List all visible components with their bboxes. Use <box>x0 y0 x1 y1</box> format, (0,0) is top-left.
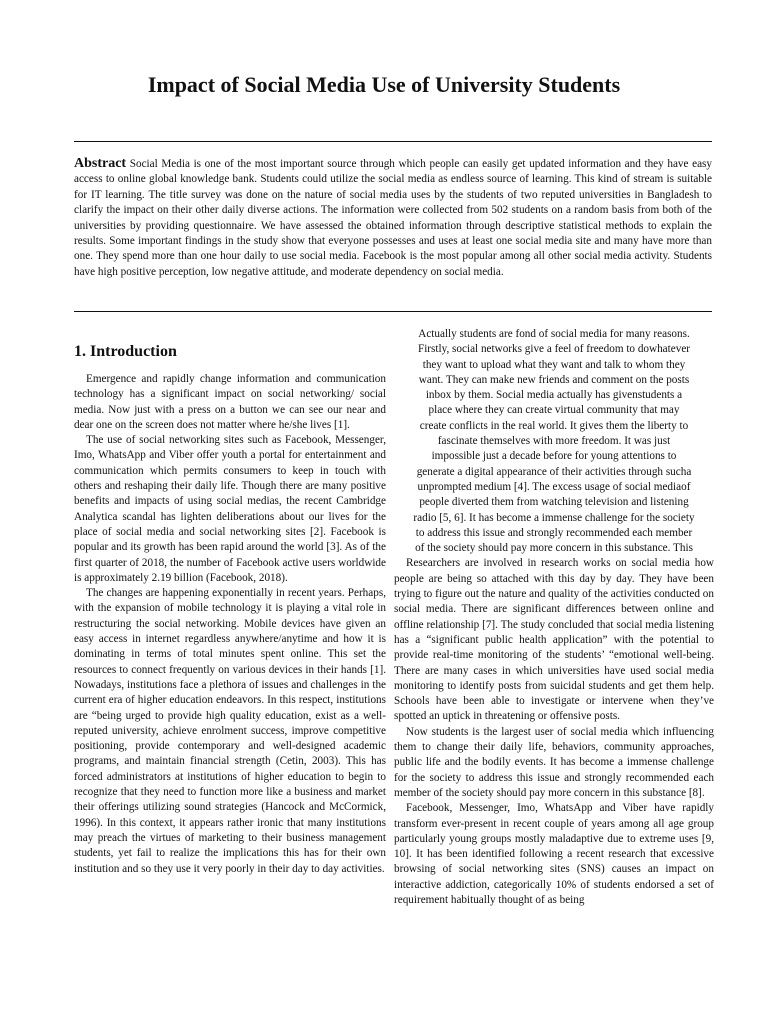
right-column <box>394 327 714 908</box>
centered-line: Actually students are fond of social media for many reasons. <box>418 328 690 340</box>
left-column <box>74 342 386 877</box>
intro-paragraph: The changes are happening exponentially in recent years. Perhaps, with the expansion of mobile technology it is playing a vital role in restructuring the social networking. Mobile devices have given an easy access in internet regardless anywhere/anytime and how it is dominating in terms of total minutes spent online. This set the resources to connect frequently on various devices in their hands [1]. Nowadays, institutions face a plethora of issues and challenges in the current era of higher education endeavors. In this respect, institutions are “being urged to provide high quality education, exist as a well-reputed university, achieve enrolment success, improve competitive positioning, provide contemporary and well-designed academic programs, and maintain financial strength (Cetin, 2003). This has forced administrators at institutions of higher education to begin to recognize that they need to function more like a business and market their offerings utilizing sound strategies (Hancock and McCormick, 1996). In this context, it appears rather ironic that many institutions may preach the virtues of marketing to their business management students, yet fail to realize the implications this has for their own institution and so they use it very poorly in their day to day activities. <box>74 587 386 875</box>
top-divider <box>74 141 712 142</box>
body-paragraph: Researchers are involved in research works on social media how people are being so attached with this day by day. They have been trying to figure out the nature and quality of the activities conducted on social media. There are significant differences between online and offline relationship [7]. The study concluded that social media listening has a “significant public health application” with the potential to provide real-time monitoring of the students’ “emotional well-being. There are many cases in which universities have used social media monitoring to identify posts from suicidal students and get them help. Schools have been able to investigate or intervene when they’ve spotted an uptick in threatening or offensive posts. <box>394 557 714 723</box>
body-paragraph: Facebook, Messenger, Imo, WhatsApp and Viber have rapidly transform ever-present in recent couple of years among all age group particularly young groups mostly maladaptive due to extreme uses [9, 10]. It has been identified following a recent research that excessive browsing of social networking sites (SNS) causes an impact on interactive addiction, categorically 10% of students endorsed a set of requirement habitually thought of as being <box>394 802 714 906</box>
centered-line: place where they can create virtual community that may <box>428 404 680 417</box>
paper-title: Impact of Social Media Use of University Students <box>147 72 621 97</box>
centered-line: they want to upload what they want and talk to whom they <box>422 358 686 371</box>
section-heading-introduction: 1. Introduction <box>74 343 177 360</box>
centered-line: of the society should pay more concern in this substance. This <box>415 542 693 555</box>
centered-line: unprompted medium [4]. The excess usage of social mediaof <box>417 480 691 493</box>
centered-line: to address this issue and strongly recommended each member <box>415 526 693 539</box>
abstract-divider <box>74 311 712 312</box>
centered-line: inbox by them. Social media actually has givenstudents a <box>425 389 683 402</box>
centered-text-block <box>394 327 714 556</box>
centered-line: people diverted them from watching television and listening <box>419 496 689 509</box>
centered-line: impossible just a decade before for young attentions to <box>431 450 677 463</box>
centered-line: fascinate themselves with more freedom. It was just <box>437 435 671 448</box>
abstract-text: Social Media is one of the most important source through which people can easily get updated information and they have easy access to online global knowledge bank. Students could utilize the social media as endless source of learning. This kind of stream is suitable for IT learning. The title survey was done on the nature of social media uses by the students of two reputed universities in Bangladesh to clarify the impact on their other daily diverse actions. The information were collected from 502 students on a random basis from both of the universities by providing questionnaire. We have assessed the obtained information through descriptive statistical methods to explain the results. Some important findings in the study show that everyone possesses and uses at least one social media site and many have more than one. They spend more than one hour daily to use social media. Facebook is the most popular among all other social media activity. Students have high positive perception, low negative attitude, and moderate dependency on social media. <box>74 158 712 278</box>
centered-line: Firstly, social networks give a feel of freedom to dowhatever <box>417 343 691 356</box>
abstract <box>74 156 712 280</box>
intro-paragraph: Emergence and rapidly change information and communication technology has a significant impact on social networking/ social media. Now just with a press on a button we can see our near and dear one on the screen does not matter where he/she lives [1]. <box>74 373 386 431</box>
centered-line: generate a digital appearance of their activities through sucha <box>416 465 692 478</box>
centered-line: radio [5, 6]. It has become a immense challenge for the society <box>413 511 695 524</box>
abstract-label: Abstract <box>74 156 127 171</box>
intro-paragraph: The use of social networking sites such as Facebook, Messenger, Imo, WhatsApp and Viber offer youth a portal for entertainment and communication which permits consumers to keep in touch with others and reshaping their daily life. Though there are many positive benefits and impacts of using social medias, the recent Cambridge Analytica scandal has lighten deliberations about our lives for the place of social media and social networking sites [2]. Facebook is popular and its growth has been rapid around the world [3]. As of the first quarter of 2018, the number of Facebook active users worldwide is approximately 2.19 billion (Facebook, 2018). <box>74 434 386 584</box>
centered-line: want. They can make new friends and comment on the posts <box>418 373 690 386</box>
centered-line: create conflicts in the real world. It gives them the liberty to <box>419 419 689 432</box>
body-paragraph: Now students is the largest user of social media which influencing them to change their daily life, behaviors, community approaches, public life and the bodily events. It has become a immense challenge for the society to address this issue and strongly recommended each member of the society should pay more concern in this substance [8]. <box>394 725 714 799</box>
